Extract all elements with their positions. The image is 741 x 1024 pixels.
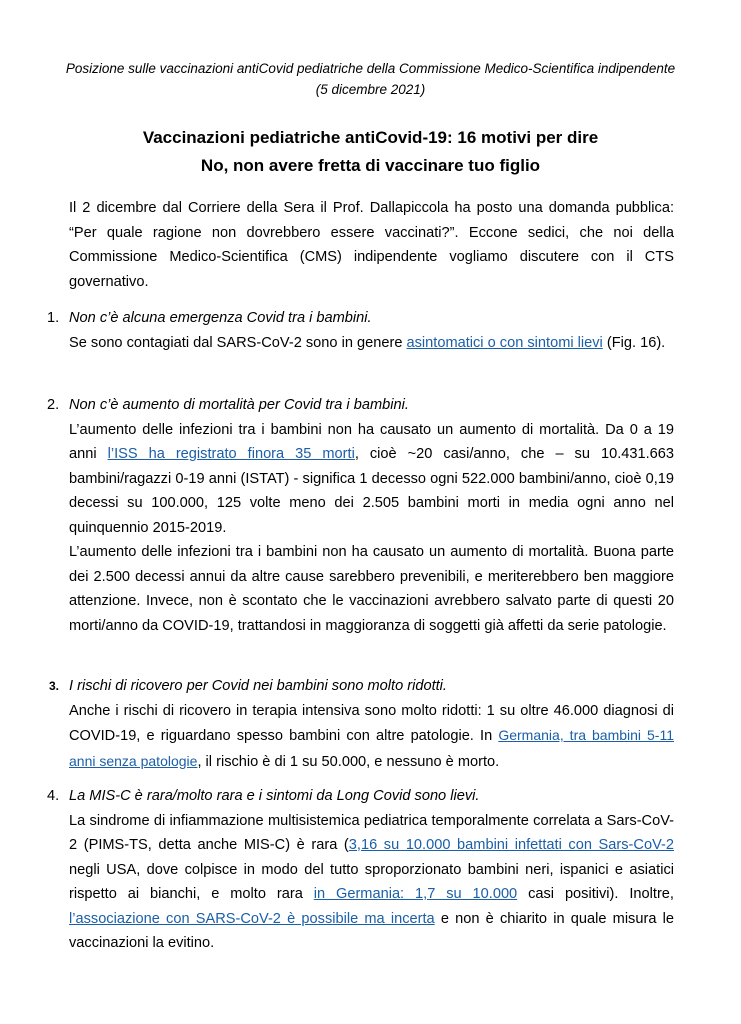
intro-paragraph	[69, 196, 674, 294]
list-item-body	[69, 699, 674, 775]
link-iss-morti[interactable]: l’ISS ha registrato finora 35 morti	[107, 446, 355, 462]
list-item-1	[47, 306, 674, 355]
body-text: negli USA, dove colpisce in modo del tutto sproporzionato bambini neri, ispanici e asiatici rispetto ai bianchi, e molto rara	[69, 861, 674, 902]
body-text: casi positivi). Inoltre,	[517, 886, 674, 902]
body-text: La sindrome di infiammazione multisistemica pediatrica temporalmente correlata a Sars-CoV-2 (PIMS-TS, detta anche MIS-C) è rara (	[69, 812, 674, 853]
intro-text: Il 2 dicembre dal Corriere della Sera il Prof. Dallapiccola ha posto una domanda pubblica: “Per quale ragione non dovrebbero essere vaccinati?”. Eccone sedici, che noi della Commissione Medico-Scientifica (CMS) indipendente vogliamo discutere con il CTS governativo.	[69, 200, 674, 290]
title-line-2: No, non avere fretta di vaccinare tuo figlio	[200, 156, 541, 175]
list-item-body	[69, 809, 674, 956]
document-header	[20, 58, 721, 100]
body-text: (Fig. 16).	[602, 334, 666, 351]
link-associazione[interactable]: l’associazione con SARS-CoV-2 è possibile ma incerta	[69, 910, 435, 927]
title-line-1: Vaccinazioni pediatriche antiCovid-19: 16 motivi per dire	[142, 128, 599, 147]
body-text: Anche i rischi di ricovero in terapia intensiva sono molto ridotti: 1 su oltre 46.000 diagnosi di COVID-19, e riguardano spesso bambini con altre patologie. In	[69, 702, 674, 744]
body-text: , cioè ~20 casi/anno, che – su 10.431.663 bambini/ragazzi 0-19 anni (ISTAT) - significa 1 decesso ogni 522.000 bambini/anno, cioè 0,19 decessi su 100.000, 125 volte meno dei 2.505 bambini morti in media ogni anno nel quinquennio 2015-2019.	[69, 446, 675, 536]
list-item-heading: La MIS-C è rara/molto rara e i sintomi da Long Covid sono lievi.	[69, 788, 480, 804]
document-title	[20, 124, 721, 180]
body-text: L’aumento delle infezioni tra i bambini non ha causato un aumento di mortalità. Da 0 a 19 anni	[69, 421, 674, 462]
list-item-heading: Non c’è alcuna emergenza Covid tra i bambini.	[69, 310, 372, 326]
list-item-number: 2.	[47, 397, 60, 413]
list-item-2	[47, 393, 675, 638]
link-germania[interactable]: Germania, tra bambini 5-11 anni senza patologie	[69, 727, 675, 769]
header-line-2: (5 dicembre 2021)	[315, 82, 426, 97]
link-germania-mis-c[interactable]: in Germania: 1,7 su 10.000	[313, 886, 518, 902]
list-item-number: 4.	[47, 788, 60, 804]
link-asintomatici[interactable]: asintomatici o con sintomi lievi	[406, 334, 603, 351]
link-usa-mis-c[interactable]: 3,16 su 10.000 bambini infettati con Sars-CoV-2	[348, 837, 674, 853]
list-item-body	[69, 331, 674, 356]
list-item-heading: I rischi di ricovero per Covid nei bambini sono molto ridotti.	[69, 678, 447, 694]
list-item-3	[49, 674, 675, 774]
list-item-heading: Non c’è aumento di mortalità per Covid tra i bambini.	[69, 397, 409, 413]
list-item-number: 3.	[49, 679, 60, 693]
list-item-number: 1.	[47, 310, 60, 326]
list-item-4	[47, 784, 674, 956]
body-text: , il rischio è di 1 su 50.000, e nessuno è morto.	[197, 753, 500, 770]
body-text: Se sono contagiati dal SARS-CoV-2 sono in genere	[69, 334, 407, 351]
list-item-body	[69, 418, 674, 541]
header-line-1: Posizione sulle vaccinazioni antiCovid pediatriche della Commissione Medico-Scientifica indipendente	[65, 61, 676, 76]
list-item-body-2: L’aumento delle infezioni tra i bambini non ha causato un aumento di mortalità. Buona parte dei 2.500 decessi annui da altre cause sarebbero prevenibili, e meriterebbero ben maggiore attenzione. Invece, non è scontato che le vaccinazioni avrebbero salvato parte di questi 20 morti/anno da COVID-19, trattandosi in maggioranza di soggetti già affetti da serie patologie.	[69, 544, 674, 634]
body-text: e non è chiarito in quale misura le vaccinazioni la evitino.	[69, 910, 674, 951]
